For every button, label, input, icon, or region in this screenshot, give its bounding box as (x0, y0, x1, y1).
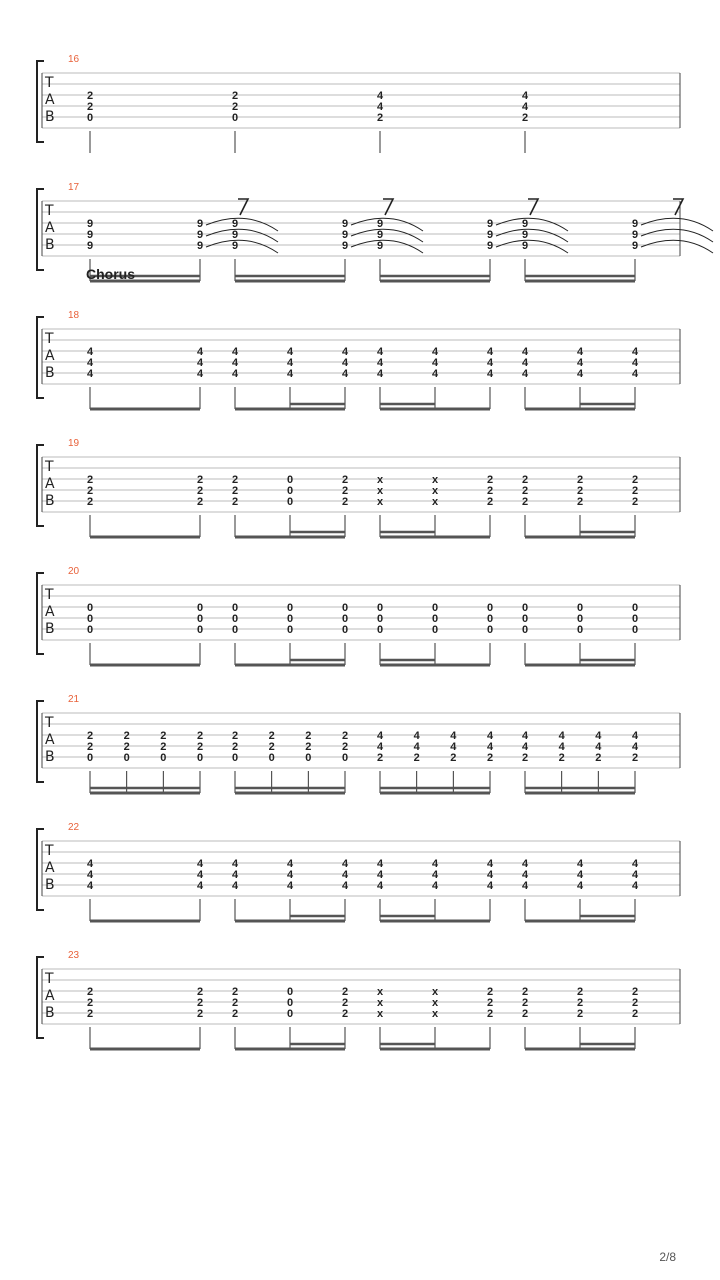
fret-number: 4 (521, 880, 529, 892)
tab-clef-letter: T (45, 587, 54, 603)
fret-number: 9 (376, 240, 384, 252)
fret-number: 2 (196, 741, 204, 753)
fret-number: 0 (341, 752, 349, 764)
tab-clef-letter: A (45, 220, 55, 236)
fret-number: 2 (86, 730, 94, 742)
fret-number: 2 (231, 1008, 239, 1020)
fret-number: 4 (431, 869, 439, 881)
fret-number: 0 (160, 752, 167, 764)
fret-number: 9 (521, 229, 529, 241)
fret-number: 9 (486, 229, 494, 241)
fret-number: 2 (123, 730, 130, 742)
fret-number: 4 (521, 730, 529, 742)
fret-number: 4 (558, 730, 565, 742)
fret-number: 2 (486, 986, 494, 998)
fret-number: 0 (231, 602, 239, 614)
fret-number: 2 (576, 485, 584, 497)
fret-number: 2 (486, 1008, 494, 1020)
fret-number: 4 (486, 346, 494, 358)
fret-number: x (431, 474, 439, 486)
fret-number: 9 (376, 229, 384, 241)
measure-number: 23 (68, 950, 80, 961)
fret-number: 0 (631, 624, 639, 636)
fret-number: 0 (631, 602, 639, 614)
fret-number: 9 (86, 218, 94, 230)
fret-number: 2 (576, 986, 584, 998)
fret-number: 2 (231, 474, 239, 486)
fret-number: 0 (376, 613, 384, 625)
fret-number: 0 (286, 997, 294, 1009)
fret-number: 4 (486, 357, 494, 369)
fret-number: 0 (286, 1008, 294, 1020)
fret-number: 2 (196, 1008, 204, 1020)
fret-number: 4 (286, 858, 294, 870)
fret-number: 2 (196, 986, 204, 998)
bend-arc (351, 240, 423, 253)
fret-number: 0 (431, 602, 439, 614)
fret-number: 4 (231, 858, 239, 870)
fret-number: 2 (231, 90, 239, 102)
fret-number: 2 (521, 474, 529, 486)
fret-number: 4 (431, 858, 439, 870)
fret-number: 2 (196, 496, 204, 508)
fret-number: 0 (521, 613, 529, 625)
tab-clef-letter: T (45, 971, 54, 987)
tab-clef-letter: T (45, 203, 54, 219)
fret-number: 4 (576, 368, 584, 380)
fret-number: 2 (231, 730, 239, 742)
measure-number: 18 (68, 310, 80, 321)
fret-number: 2 (595, 752, 602, 764)
fret-number: 0 (268, 752, 275, 764)
fret-number: 2 (86, 741, 94, 753)
fret-number: 0 (341, 613, 349, 625)
fret-number: 2 (305, 741, 312, 753)
fret-number: 2 (576, 474, 584, 486)
fret-number: 0 (431, 624, 439, 636)
fret-number: 2 (196, 730, 204, 742)
fret-number: 4 (486, 880, 494, 892)
fret-number: 9 (521, 240, 529, 252)
fret-number: 2 (341, 997, 349, 1009)
tab-clef-letter: B (45, 493, 55, 509)
fret-number: x (431, 485, 439, 497)
fret-number: 4 (341, 357, 349, 369)
fret-number: 2 (86, 485, 94, 497)
fret-number: 4 (521, 869, 529, 881)
fret-number: 4 (86, 880, 94, 892)
fret-number: x (431, 1008, 439, 1020)
fret-number: 2 (521, 997, 529, 1009)
fret-number: 2 (576, 997, 584, 1009)
fret-number: 2 (160, 741, 167, 753)
fret-number: 2 (341, 474, 349, 486)
tab-clef-letter: T (45, 75, 54, 91)
fret-number: 4 (486, 368, 494, 380)
tab-clef-letter: A (45, 476, 55, 492)
fret-number: 4 (631, 858, 639, 870)
fret-number: 4 (576, 869, 584, 881)
fret-number: 2 (631, 474, 639, 486)
fret-number: 0 (286, 602, 294, 614)
bend-arc (496, 240, 568, 253)
fret-number: 0 (286, 613, 294, 625)
fret-number: 2 (196, 485, 204, 497)
fret-number: 4 (196, 880, 204, 892)
fret-number: 2 (231, 986, 239, 998)
fret-number: 2 (341, 1008, 349, 1020)
fret-number: 2 (123, 741, 130, 753)
measure-number: 22 (68, 822, 80, 833)
fret-number: x (431, 997, 439, 1009)
fret-number: 2 (413, 752, 420, 764)
fret-number: 4 (196, 858, 204, 870)
fret-number: 4 (376, 858, 384, 870)
fret-number: 4 (86, 368, 94, 380)
tab-clef-letter: B (45, 237, 55, 253)
fret-number: x (376, 474, 384, 486)
fret-number: 4 (376, 730, 384, 742)
fret-number: 2 (521, 986, 529, 998)
measure-number: 21 (68, 694, 80, 705)
fret-number: 4 (558, 741, 565, 753)
fret-number: 2 (160, 730, 167, 742)
fret-number: 4 (631, 357, 639, 369)
fret-number: 4 (576, 346, 584, 358)
fret-number: 2 (231, 496, 239, 508)
fret-number: 2 (231, 101, 239, 113)
fret-number: 4 (576, 357, 584, 369)
fret-number: 2 (341, 986, 349, 998)
fret-number: 0 (286, 485, 294, 497)
tab-clef-letter: B (45, 621, 55, 637)
fret-number: 9 (231, 218, 239, 230)
fret-number: 4 (576, 858, 584, 870)
fret-number: 4 (631, 880, 639, 892)
fret-number: 2 (631, 752, 639, 764)
fret-number: 0 (486, 624, 494, 636)
fret-number: x (376, 485, 384, 497)
fret-number: 4 (376, 90, 384, 102)
fret-number: 4 (286, 368, 294, 380)
fret-number: 4 (431, 346, 439, 358)
bend-arc (641, 240, 713, 253)
section-label: Chorus (86, 266, 135, 282)
fret-number: 2 (521, 1008, 529, 1020)
tab-clef-letter: T (45, 843, 54, 859)
fret-number: 4 (413, 730, 420, 742)
fret-number: 0 (486, 602, 494, 614)
fret-number: 2 (268, 730, 275, 742)
fret-number: 2 (196, 474, 204, 486)
fret-number: 4 (376, 346, 384, 358)
fret-number: 4 (286, 880, 294, 892)
tab-clef-letter: B (45, 877, 55, 893)
fret-number: 4 (631, 869, 639, 881)
fret-number: 4 (595, 730, 602, 742)
fret-number: 4 (196, 368, 204, 380)
fret-number: 2 (558, 752, 565, 764)
fret-number: 9 (341, 218, 349, 230)
tab-clef-letter: A (45, 604, 55, 620)
fret-number: 0 (286, 496, 294, 508)
measure-number: 17 (68, 182, 80, 193)
fret-number: 4 (86, 858, 94, 870)
fret-number: 2 (450, 752, 457, 764)
fret-number: 4 (450, 730, 457, 742)
fret-number: 2 (486, 474, 494, 486)
fret-number: 4 (86, 357, 94, 369)
fret-number: x (376, 997, 384, 1009)
fret-number: 4 (376, 101, 384, 113)
fret-number: 9 (231, 240, 239, 252)
fret-number: 4 (486, 869, 494, 881)
fret-number: 2 (576, 496, 584, 508)
fret-number: 9 (341, 240, 349, 252)
tab-clef-letter: B (45, 749, 55, 765)
fret-number: 0 (123, 752, 130, 764)
fret-number: 4 (286, 346, 294, 358)
fret-number: 9 (631, 229, 639, 241)
fret-number: 9 (231, 229, 239, 241)
fret-number: 0 (576, 624, 584, 636)
fret-number: 4 (341, 880, 349, 892)
fret-number: 2 (376, 752, 384, 764)
fret-number: 2 (486, 997, 494, 1009)
fret-number: 4 (341, 368, 349, 380)
tab-clef-letter: T (45, 459, 54, 475)
fret-number: 9 (521, 218, 529, 230)
fret-number: 0 (631, 613, 639, 625)
tab-clef-letter: B (45, 365, 55, 381)
fret-number: 2 (268, 741, 275, 753)
tab-clef-letter: B (45, 109, 55, 125)
fret-number: 9 (196, 229, 204, 241)
fret-number: 0 (231, 624, 239, 636)
fret-number: 9 (86, 240, 94, 252)
fret-number: 2 (196, 997, 204, 1009)
fret-number: 0 (486, 613, 494, 625)
fret-number: 4 (521, 101, 529, 113)
fret-number: 4 (231, 357, 239, 369)
fret-number: 0 (576, 613, 584, 625)
fret-number: 4 (521, 858, 529, 870)
fret-number: 4 (86, 869, 94, 881)
tab-clef-letter: B (45, 1005, 55, 1021)
fret-number: 4 (431, 880, 439, 892)
fret-number: 9 (631, 218, 639, 230)
fret-number: 0 (231, 613, 239, 625)
fret-number: 0 (376, 624, 384, 636)
fret-number: 9 (376, 218, 384, 230)
fret-number: x (431, 986, 439, 998)
fret-number: 4 (341, 858, 349, 870)
fret-number: 9 (486, 240, 494, 252)
fret-number: 4 (521, 368, 529, 380)
fret-number: 0 (86, 602, 94, 614)
fret-number: 2 (486, 752, 494, 764)
fret-number: 2 (86, 496, 94, 508)
bend-arc (206, 240, 278, 253)
fret-number: 0 (286, 624, 294, 636)
fret-number: 2 (631, 986, 639, 998)
fret-number: 0 (196, 602, 204, 614)
fret-number: 0 (86, 112, 94, 124)
fret-number: 2 (521, 112, 529, 124)
fret-number: 4 (595, 741, 602, 753)
fret-number: 4 (631, 730, 639, 742)
fret-number: 0 (341, 624, 349, 636)
fret-number: 0 (286, 986, 294, 998)
fret-number: 2 (231, 485, 239, 497)
fret-number: 9 (196, 218, 204, 230)
fret-number: 2 (631, 496, 639, 508)
fret-number: 4 (376, 357, 384, 369)
fret-number: 4 (376, 741, 384, 753)
fret-number: 4 (521, 741, 529, 753)
fret-number: 0 (86, 752, 94, 764)
measure-number: 16 (68, 54, 80, 65)
fret-number: 4 (86, 346, 94, 358)
fret-number: 4 (376, 869, 384, 881)
fret-number: x (376, 986, 384, 998)
fret-number: 4 (286, 357, 294, 369)
fret-number: x (376, 496, 384, 508)
fret-number: 2 (341, 730, 349, 742)
fret-number: 2 (576, 1008, 584, 1020)
fret-number: 4 (196, 346, 204, 358)
fret-number: 0 (286, 474, 294, 486)
fret-number: 2 (86, 474, 94, 486)
fret-number: 2 (86, 101, 94, 113)
fret-number: 2 (521, 496, 529, 508)
fret-number: 4 (376, 880, 384, 892)
tab-clef-letter: A (45, 92, 55, 108)
fret-number: 2 (341, 741, 349, 753)
fret-number: 2 (521, 485, 529, 497)
fret-number: 4 (631, 346, 639, 358)
fret-number: 4 (486, 741, 494, 753)
fret-number: 4 (486, 858, 494, 870)
fret-number: 2 (86, 90, 94, 102)
measure-number: 19 (68, 438, 80, 449)
fret-number: 4 (341, 346, 349, 358)
fret-number: 0 (305, 752, 312, 764)
fret-number: 4 (431, 368, 439, 380)
fret-number: 0 (431, 613, 439, 625)
fret-number: 4 (196, 869, 204, 881)
fret-number: 4 (450, 741, 457, 753)
fret-number: 0 (576, 602, 584, 614)
measure-number: 20 (68, 566, 80, 577)
fret-number: 4 (521, 346, 529, 358)
fret-number: 4 (486, 730, 494, 742)
fret-number: 0 (86, 624, 94, 636)
fret-number: 4 (576, 880, 584, 892)
tab-clef-letter: A (45, 348, 55, 364)
fret-number: 4 (376, 368, 384, 380)
fret-number: 0 (196, 624, 204, 636)
fret-number: 4 (521, 90, 529, 102)
fret-number: 0 (231, 112, 239, 124)
fret-number: 2 (305, 730, 312, 742)
fret-number: 4 (231, 368, 239, 380)
page-number: 2/8 (659, 1250, 676, 1264)
fret-number: 4 (341, 869, 349, 881)
fret-number: 0 (196, 752, 204, 764)
fret-number: 2 (631, 1008, 639, 1020)
fret-number: 2 (341, 485, 349, 497)
fret-number: 9 (196, 240, 204, 252)
tab-clef-letter: T (45, 715, 54, 731)
fret-number: 2 (86, 986, 94, 998)
fret-number: 9 (86, 229, 94, 241)
fret-number: 4 (631, 368, 639, 380)
tab-clef-letter: T (45, 331, 54, 347)
fret-number: 4 (521, 357, 529, 369)
fret-number: 2 (231, 997, 239, 1009)
fret-number: 2 (521, 752, 529, 764)
tab-clef-letter: A (45, 732, 55, 748)
tab-clef-letter: A (45, 860, 55, 876)
fret-number: 2 (486, 485, 494, 497)
fret-number: 4 (231, 346, 239, 358)
fret-number: 4 (631, 741, 639, 753)
fret-number: 2 (231, 741, 239, 753)
fret-number: 0 (376, 602, 384, 614)
fret-number: 4 (431, 357, 439, 369)
fret-number: x (431, 496, 439, 508)
fret-number: 0 (231, 752, 239, 764)
fret-number: 2 (86, 997, 94, 1009)
fret-number: 2 (631, 997, 639, 1009)
fret-number: 0 (521, 624, 529, 636)
fret-number: 0 (86, 613, 94, 625)
fret-number: 9 (631, 240, 639, 252)
fret-number: 2 (86, 1008, 94, 1020)
fret-number: 2 (376, 112, 384, 124)
fret-number: 9 (486, 218, 494, 230)
fret-number: 4 (231, 869, 239, 881)
fret-number: 9 (341, 229, 349, 241)
fret-number: 0 (521, 602, 529, 614)
fret-number: 4 (196, 357, 204, 369)
fret-number: 2 (486, 496, 494, 508)
fret-number: 0 (196, 613, 204, 625)
tab-clef-letter: A (45, 988, 55, 1004)
fret-number: 4 (286, 869, 294, 881)
fret-number: 4 (231, 880, 239, 892)
fret-number: x (376, 1008, 384, 1020)
fret-number: 2 (631, 485, 639, 497)
fret-number: 4 (413, 741, 420, 753)
fret-number: 0 (341, 602, 349, 614)
fret-number: 2 (341, 496, 349, 508)
